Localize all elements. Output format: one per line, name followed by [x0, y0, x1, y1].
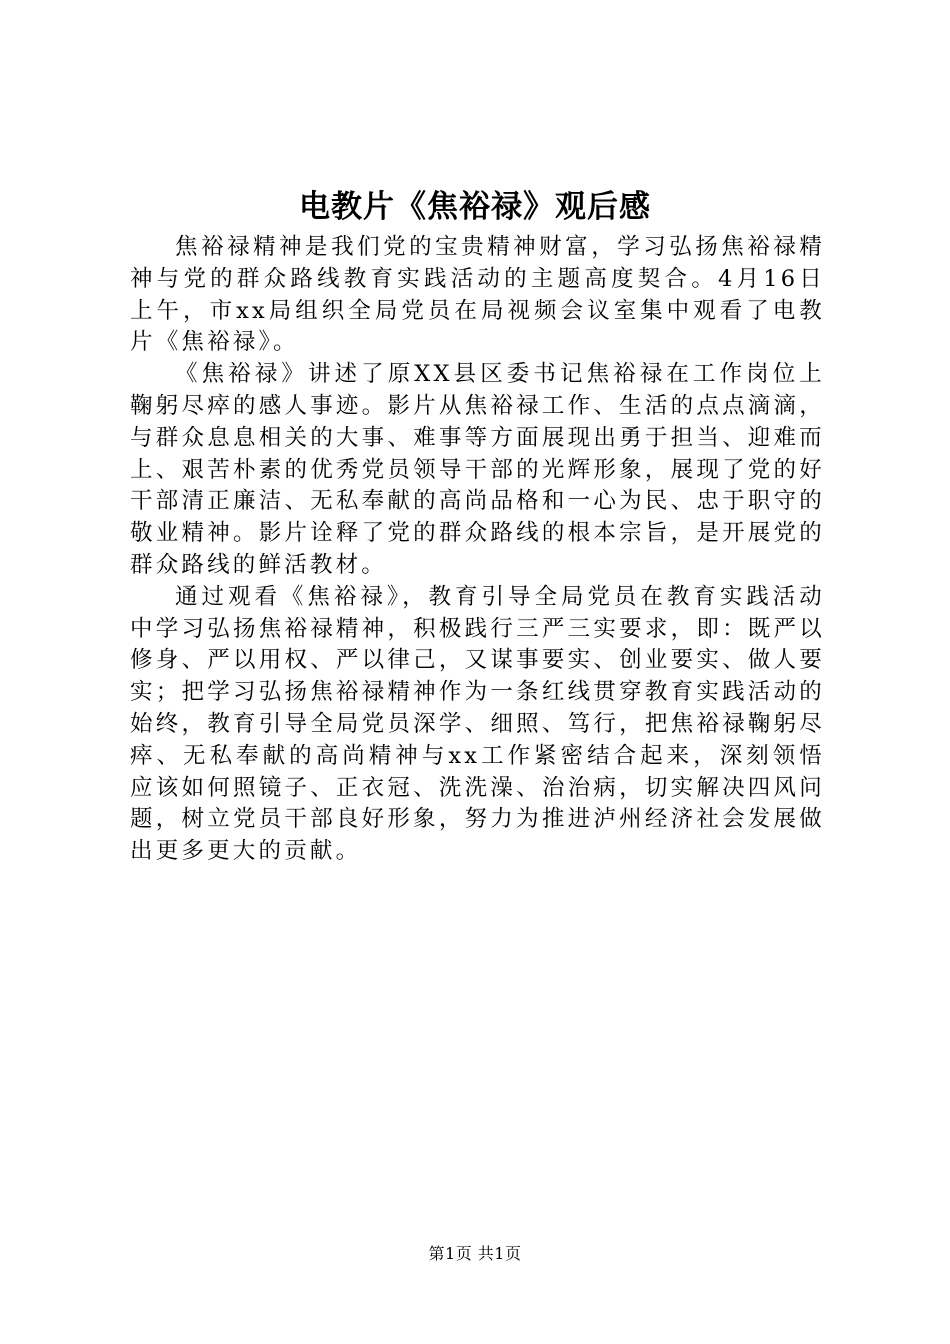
document-title: 电教片《焦裕禄》观后感: [299, 189, 651, 225]
paragraph-film-summary: 《焦裕禄》讲述了原XX县区委书记焦裕禄在工作岗位上鞠躬尽瘁的感人事迹。影片从焦裕禄工作、生活的点点滴滴，与群众息息相关的大事、难事等方面展现出勇于担当、迎难而上、艰苦朴素的优秀党员领导干部的光辉形象，展现了党的好干部清正廉洁、无私奉献的高尚品格和一心为民、忠于职守的敬业精神。影片诠释了党的群众路线的根本宗旨，是开展党的群众路线的鲜活教材。: [130, 361, 825, 578]
page-number-footer: 第1页 共1页: [428, 1244, 522, 1263]
document-body: [130, 232, 825, 868]
paragraph-reflection: 通过观看《焦裕禄》，教育引导全局党员在教育实践活动中学习弘扬焦裕禄精神，积极践行三严三实要求，即：既严以修身、严以用权、严以律己，又谋事要实、创业要实、做人要实；把学习弘扬焦裕禄精神作为一条红线贯穿教育实践活动的始终，教育引导全局党员深学、细照、笃行，把焦裕禄鞠躬尽瘁、无私奉献的高尚精神与xx工作紧密结合起来，深刻领悟应该如何照镜子、正衣冠、洗洗澡、治治病，切实解决四风问题，树立党员干部良好形象，努力为推进泸州经济社会发展做出更多更大的贡献。: [130, 583, 825, 865]
paragraph-intro: 焦裕禄精神是我们党的宝贵精神财富，学习弘扬焦裕禄精神与党的群众路线教育实践活动的主题高度契合。4月16日上午，市xx局组织全局党员在局视频会议室集中观看了电教片《焦裕禄》。: [130, 234, 825, 356]
